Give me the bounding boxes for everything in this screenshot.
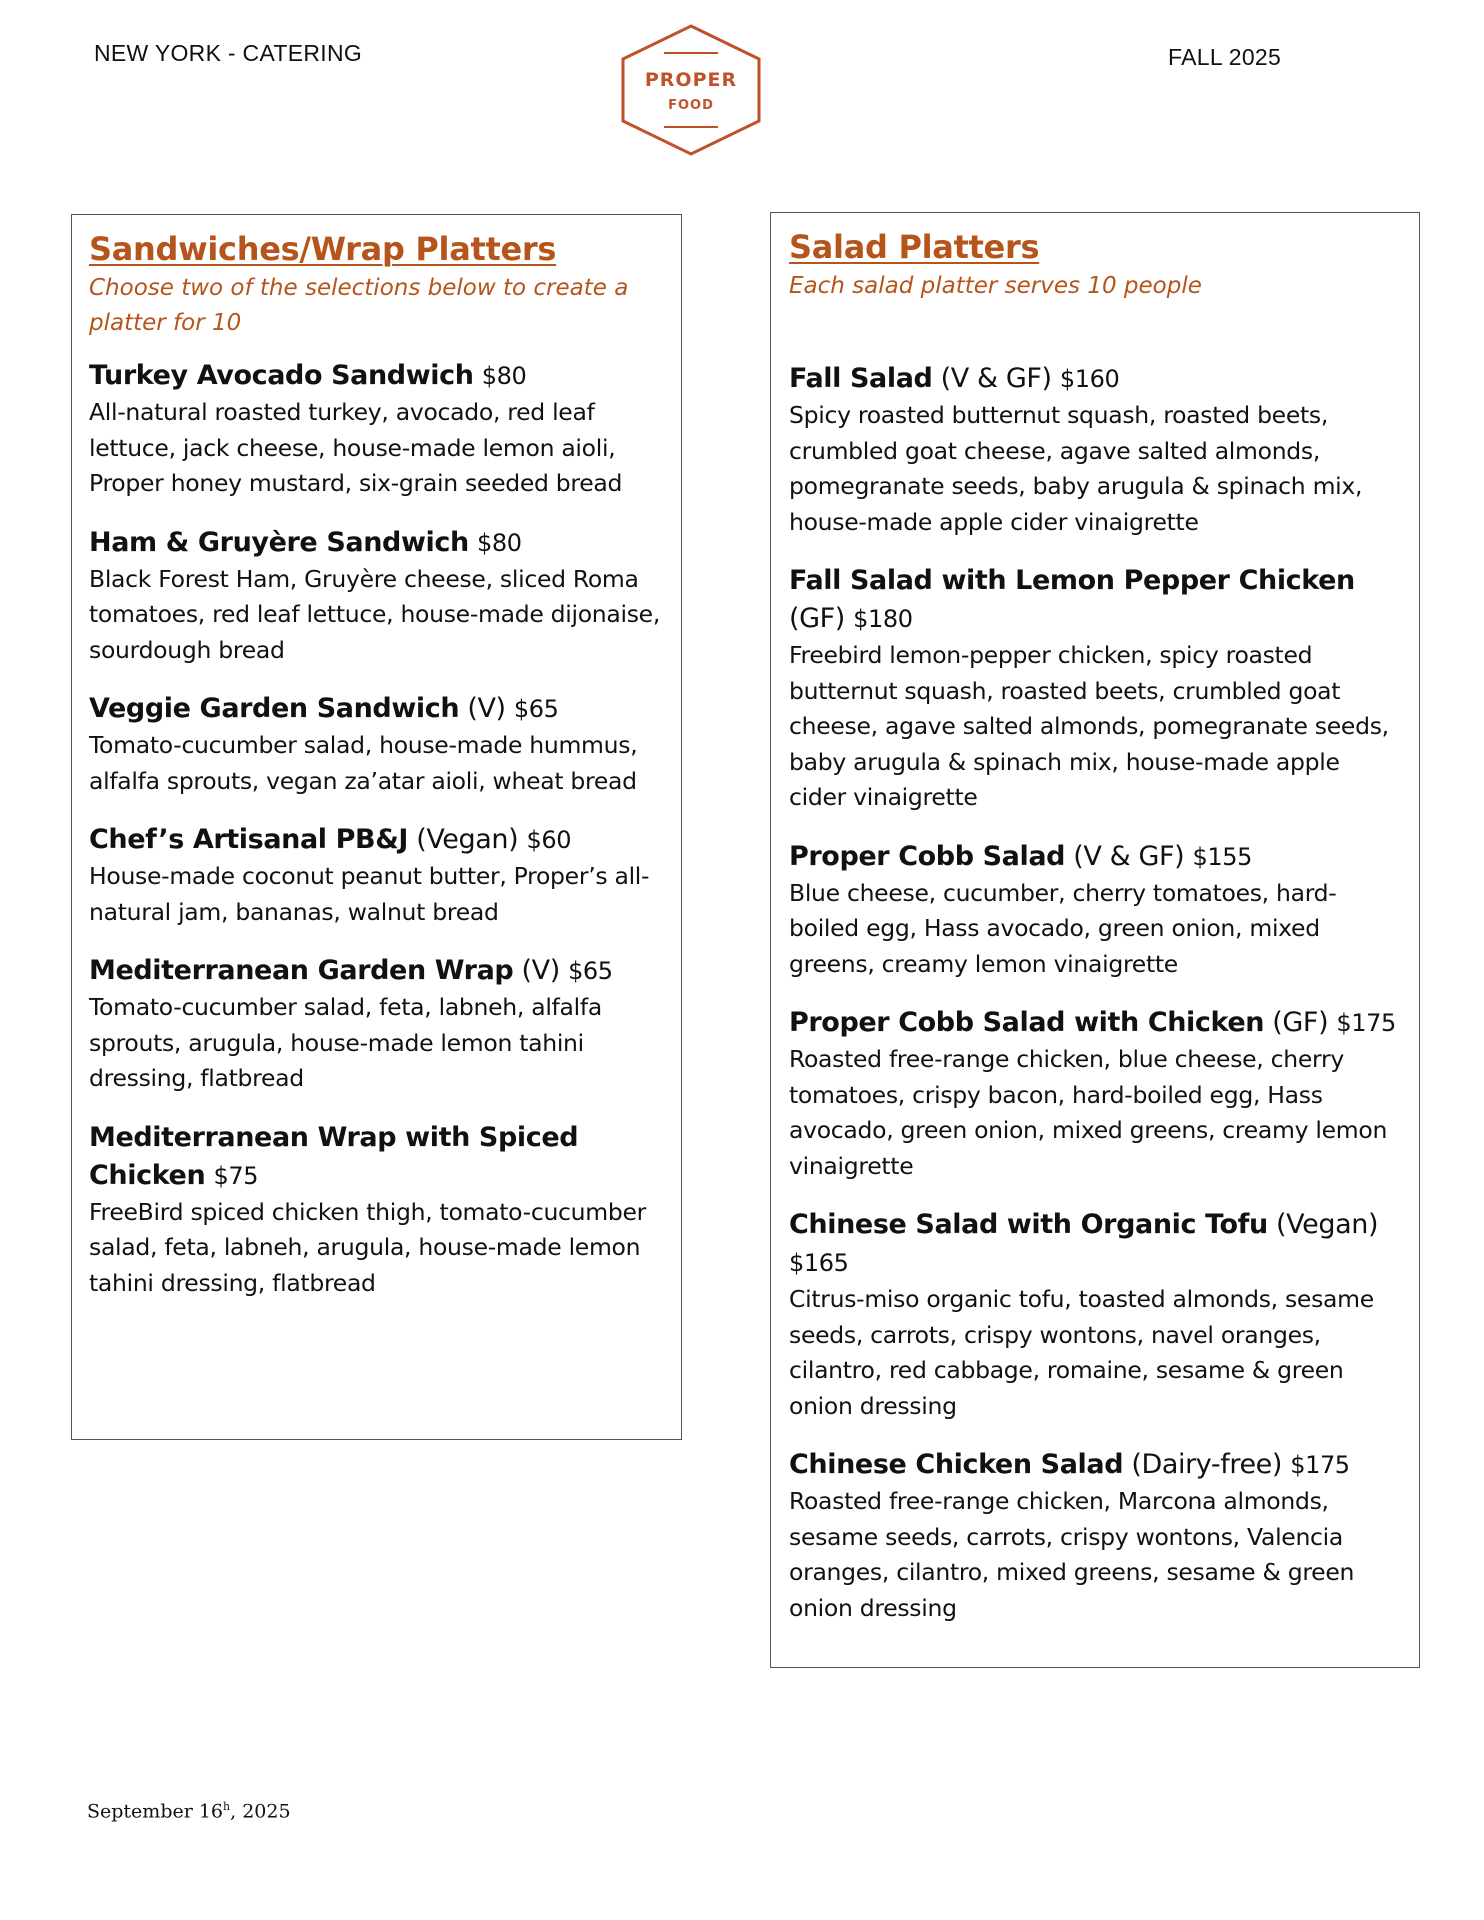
menu-item-description: Tomato-cucumber salad, feta, labneh, alfalfa sprouts, arugula, house-made lemon tahini dressing, flatbread xyxy=(89,993,602,1092)
logo-word-proper: PROPER xyxy=(644,69,738,91)
salad-platters-panel xyxy=(770,212,1420,1668)
menu-item-price: $65 xyxy=(568,957,613,985)
menu-item xyxy=(89,524,663,669)
menu-item-diet-tag: (Dairy-free) xyxy=(1131,1449,1283,1480)
menu-item-description: Citrus-miso organic tofu, toasted almonds, sesame seeds, carrots, crispy wontons, navel oranges, cilantro, red cabbage, romaine, sesame & green onion dressing xyxy=(789,1285,1374,1420)
salad-section-subtitle: Each salad platter serves 10 people xyxy=(789,273,1202,299)
footer-date xyxy=(87,1800,291,1822)
menu-item-price: $80 xyxy=(476,528,522,557)
proper-food-logo xyxy=(618,23,764,157)
menu-item-diet-tag: (V) xyxy=(521,955,560,986)
menu-item xyxy=(789,1206,1401,1424)
menu-item-price: $160 xyxy=(1059,365,1120,393)
menu-item-price: $165 xyxy=(789,1249,849,1277)
menu-item-price: $65 xyxy=(513,695,559,723)
menu-item xyxy=(89,821,663,930)
menu-item xyxy=(89,1119,663,1302)
sandwich-section-subtitle: Choose two of the selections below to create a platter for 10 xyxy=(89,275,629,336)
menu-item-diet-tag: (V) xyxy=(467,693,506,724)
menu-item-price: $175 xyxy=(1336,1009,1396,1037)
menu-item-price: $80 xyxy=(481,362,527,390)
menu-item-name: Proper Cobb Salad xyxy=(789,840,1066,872)
menu-item-diet-tag: (Vegan) xyxy=(416,824,519,855)
menu-item-price: $75 xyxy=(213,1161,259,1190)
menu-item xyxy=(789,1446,1401,1626)
menu-item xyxy=(789,1004,1401,1184)
menu-item xyxy=(789,562,1401,816)
header-location: NEW YORK - CATERING xyxy=(94,40,363,66)
salad-item-list xyxy=(789,360,1401,1626)
menu-item xyxy=(89,690,663,799)
menu-item-diet-tag: (GF) xyxy=(1272,1007,1329,1038)
menu-item-name: Mediterranean Garden Wrap xyxy=(89,955,514,986)
menu-item-name: Ham & Gruyère Sandwich xyxy=(89,526,469,558)
menu-item xyxy=(789,360,1401,540)
menu-item xyxy=(89,357,663,502)
menu-item xyxy=(89,952,663,1097)
header-season: FALL 2025 xyxy=(1168,44,1282,70)
menu-item-description: Freebird lemon-pepper chicken, spicy roasted butternut squash, roasted beets, crumbled goat cheese, agave salted almonds, pomegranate seeds, baby arugula & spinach mix, house-made apple cider vinaigrette xyxy=(789,641,1389,811)
menu-item-diet-tag: (Vegan) xyxy=(1276,1209,1379,1240)
menu-item-name: Chef’s Artisanal PB&J xyxy=(89,824,409,855)
menu-item-price: $60 xyxy=(526,826,572,854)
menu-item-description: House-made coconut peanut butter, Proper’s all-natural jam, bananas, walnut bread xyxy=(89,862,650,926)
menu-item-description: FreeBird spiced chicken thigh, tomato-cucumber salad, feta, labneh, arugula, house-made lemon tahini dressing, flatbread xyxy=(89,1197,647,1297)
menu-item-price: $155 xyxy=(1192,842,1252,871)
menu-item-price: $175 xyxy=(1290,1451,1350,1479)
logo-word-food: FOOD xyxy=(668,98,714,113)
sandwich-section-title: Sandwiches/Wrap Platters xyxy=(89,230,557,268)
menu-item-description: Blue cheese, cucumber, cherry tomatoes, hard-boiled egg, Hass avocado, green onion, mixed greens, creamy lemon vinaigrette xyxy=(789,878,1337,978)
menu-item-description: Roasted free-range chicken, blue cheese, cherry tomatoes, crispy bacon, hard-boiled egg, Hass avocado, green onion, mixed greens, creamy lemon vinaigrette xyxy=(789,1045,1388,1180)
menu-item xyxy=(789,838,1401,983)
menu-item-name: Chinese Salad with Organic Tofu xyxy=(789,1209,1268,1240)
menu-item-description: Roasted free-range chicken, Marcona almonds, sesame seeds, carrots, crispy wontons, Valencia oranges, cilantro, mixed greens, sesame & green onion dressing xyxy=(789,1487,1355,1622)
menu-item-name: Veggie Garden Sandwich xyxy=(89,693,460,724)
menu-item-name: Fall Salad with Lemon Pepper Chicken xyxy=(789,565,1355,596)
menu-item-diet-tag: (GF) xyxy=(789,603,845,634)
sandwich-platters-panel xyxy=(71,214,682,1440)
menu-item-description: Black Forest Ham, Gruyère cheese, sliced Roma tomatoes, red leaf lettuce, house-made dijonaise, sourdough bread xyxy=(89,564,660,664)
sandwich-item-list xyxy=(89,357,663,1301)
menu-item-name: Fall Salad xyxy=(789,363,933,394)
menu-item-description: Tomato-cucumber salad, house-made hummus, alfalfa sprouts, vegan za’atar aioli, wheat bread xyxy=(89,731,638,795)
menu-item-description: Spicy roasted butternut squash, roasted beets, crumbled goat cheese, agave salted almonds, pomegranate seeds, baby arugula & spinach mix, house-made apple cider vinaigrette xyxy=(789,401,1363,536)
menu-item-price: $180 xyxy=(853,605,913,633)
menu-item-name: Turkey Avocado Sandwich xyxy=(89,360,474,391)
hexagon-logo-icon xyxy=(618,23,764,157)
footer-date-year: , 2025 xyxy=(230,1800,291,1823)
footer-date-day: September 16 xyxy=(87,1800,224,1823)
salad-section-title: Salad Platters xyxy=(789,228,1040,266)
menu-item-diet-tag: (V & GF) xyxy=(940,363,1052,394)
menu-item-name: Mediterranean Wrap with Spiced Chicken xyxy=(89,1121,579,1191)
menu-item-name: Proper Cobb Salad with Chicken xyxy=(789,1007,1265,1038)
menu-item-name: Chinese Chicken Salad xyxy=(789,1449,1124,1480)
menu-item-diet-tag: (V & GF) xyxy=(1073,840,1185,872)
footer-date-ordinal: h xyxy=(223,1800,231,1813)
menu-item-description: All-natural roasted turkey, avocado, red leaf lettuce, jack cheese, house-made lemon aioli, Proper honey mustard, six-grain seeded bread xyxy=(89,398,623,497)
